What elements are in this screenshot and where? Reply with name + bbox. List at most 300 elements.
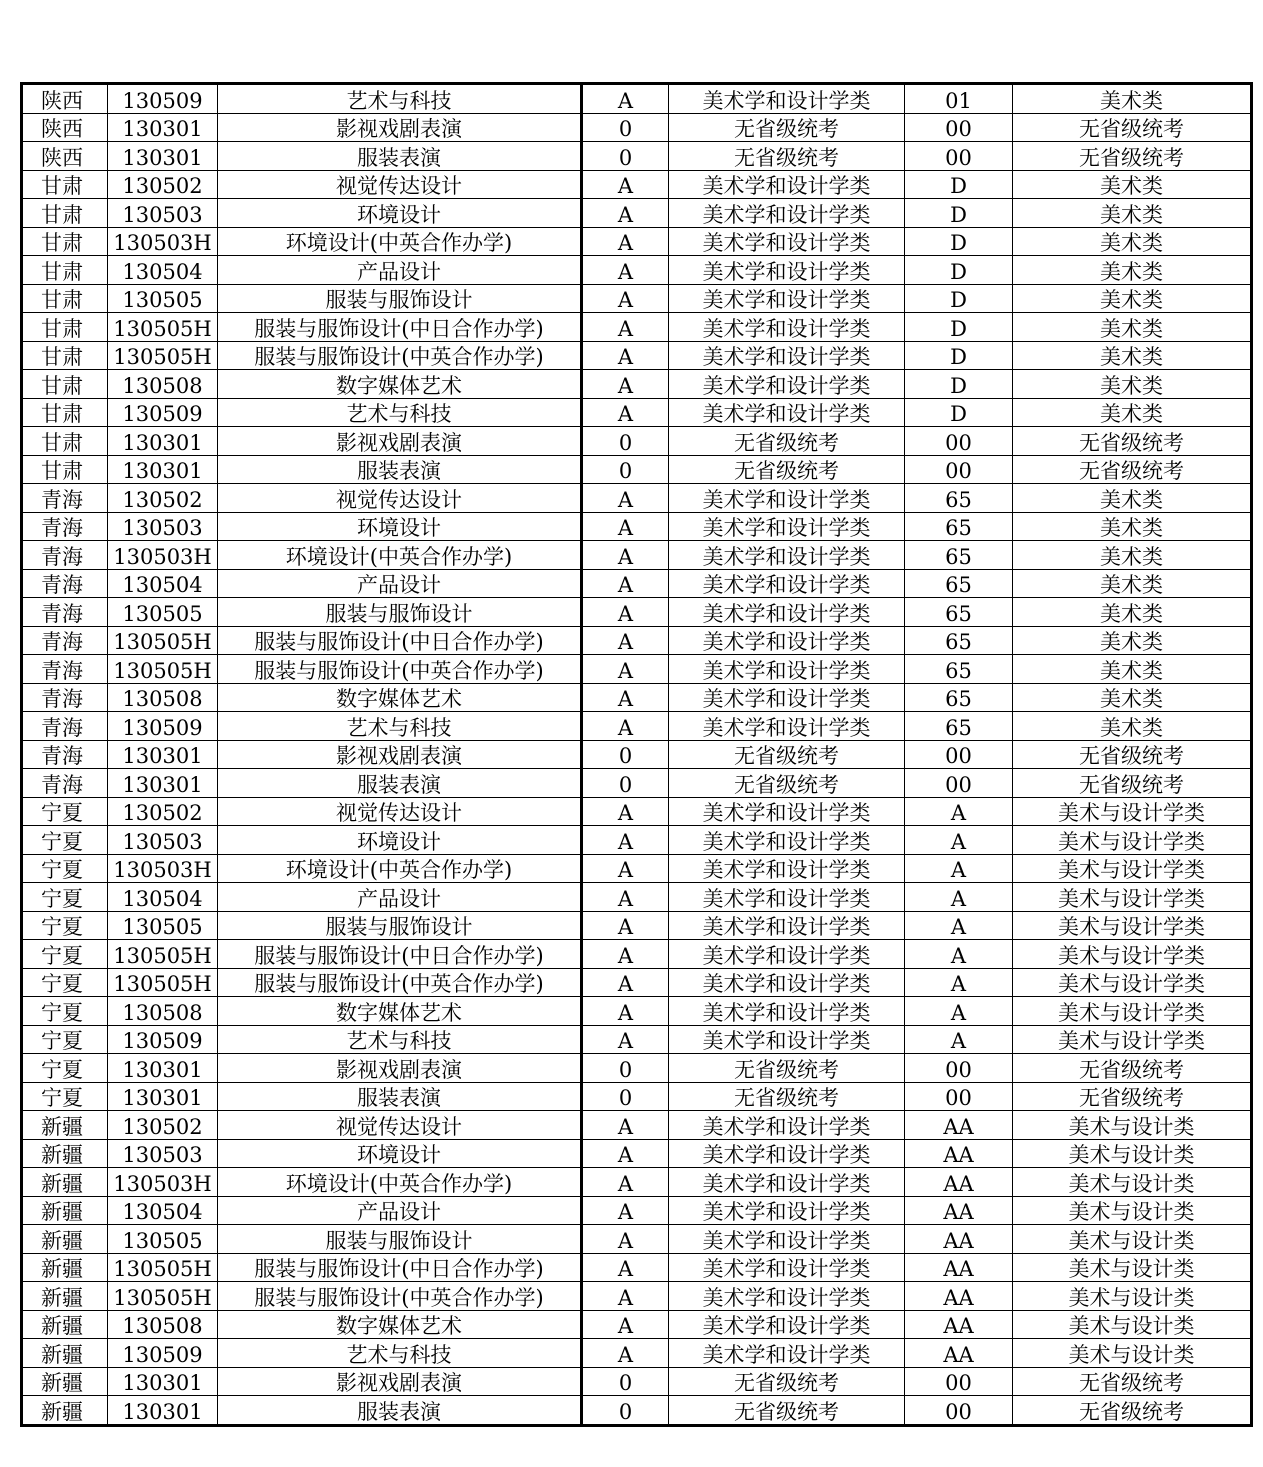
subject-code-cell: A [582,341,669,370]
province-cell: 青海 [22,740,108,769]
subject-code-cell: A [582,313,669,342]
exam-code-cell: D [905,284,1013,313]
table-row [22,199,1252,228]
exam-category-cell: 美术类 [1013,284,1252,313]
province-cell: 新疆 [22,1367,108,1396]
exam-code-cell: D [905,256,1013,285]
major-name-cell: 数字媒体艺术 [218,997,582,1026]
province-cell: 甘肃 [22,170,108,199]
province-cell: 甘肃 [22,284,108,313]
province-cell: 甘肃 [22,427,108,456]
exam-code-cell: A [905,1025,1013,1054]
table-row [22,84,1252,114]
exam-category-cell: 美术类 [1013,370,1252,399]
major-name-cell: 影视戏剧表演 [218,427,582,456]
table-row [22,569,1252,598]
major-name-cell: 服装表演 [218,1396,582,1426]
exam-category-cell: 美术类 [1013,170,1252,199]
table-row [22,341,1252,370]
major-code-cell: 130301 [108,1082,218,1111]
major-code-cell: 130505H [108,313,218,342]
major-name-cell: 影视戏剧表演 [218,740,582,769]
subject-code-cell: A [582,997,669,1026]
subject-category-cell: 美术学和设计学类 [669,569,905,598]
province-cell: 青海 [22,769,108,798]
exam-code-cell: D [905,398,1013,427]
province-cell: 甘肃 [22,199,108,228]
major-name-cell: 视觉传达设计 [218,484,582,513]
province-cell: 宁夏 [22,997,108,1026]
exam-category-cell: 美术与设计学类 [1013,826,1252,855]
exam-category-cell: 美术类 [1013,199,1252,228]
exam-category-cell: 无省级统考 [1013,1396,1252,1426]
subject-code-cell: 0 [582,1396,669,1426]
exam-category-cell: 美术与设计学类 [1013,968,1252,997]
subject-category-cell: 美术学和设计学类 [669,284,905,313]
exam-code-cell: D [905,370,1013,399]
exam-category-cell: 美术类 [1013,569,1252,598]
major-name-cell: 服装表演 [218,1082,582,1111]
exam-category-cell: 美术类 [1013,313,1252,342]
subject-category-cell: 无省级统考 [669,1054,905,1083]
subject-code-cell: A [582,1282,669,1311]
subject-category-cell: 无省级统考 [669,1396,905,1426]
exam-category-cell: 无省级统考 [1013,1082,1252,1111]
subject-code-cell: A [582,883,669,912]
exam-category-cell: 美术与设计学类 [1013,854,1252,883]
exam-category-cell: 美术与设计学类 [1013,911,1252,940]
subject-code-cell: A [582,854,669,883]
subject-category-cell: 美术学和设计学类 [669,598,905,627]
province-cell: 青海 [22,512,108,541]
subject-code-cell: A [582,655,669,684]
exam-code-cell: 00 [905,142,1013,171]
exam-code-cell: 00 [905,1367,1013,1396]
subject-code-cell: 0 [582,769,669,798]
subject-category-cell: 美术学和设计学类 [669,398,905,427]
major-name-cell: 视觉传达设计 [218,797,582,826]
table-row [22,1111,1252,1140]
subject-code-cell: 0 [582,1082,669,1111]
exam-code-cell: D [905,199,1013,228]
major-code-cell: 130502 [108,797,218,826]
major-name-cell: 服装与服饰设计 [218,911,582,940]
subject-code-cell: A [582,284,669,313]
province-cell: 新疆 [22,1111,108,1140]
table-row [22,626,1252,655]
province-cell: 宁夏 [22,797,108,826]
major-code-cell: 130301 [108,113,218,142]
subject-code-cell: A [582,1196,669,1225]
major-code-cell: 130301 [108,427,218,456]
subject-category-cell: 美术学和设计学类 [669,1310,905,1339]
major-code-cell: 130508 [108,683,218,712]
major-code-cell: 130503 [108,199,218,228]
exam-code-cell: A [905,797,1013,826]
major-name-cell: 艺术与科技 [218,398,582,427]
subject-code-cell: A [582,1111,669,1140]
subject-category-cell: 无省级统考 [669,427,905,456]
subject-code-cell: A [582,683,669,712]
subject-code-cell: 0 [582,455,669,484]
major-code-cell: 130301 [108,1054,218,1083]
exam-category-cell: 美术与设计类 [1013,1111,1252,1140]
exam-code-cell: A [905,883,1013,912]
major-name-cell: 环境设计(中英合作办学) [218,227,582,256]
table-row [22,427,1252,456]
province-cell: 宁夏 [22,883,108,912]
major-name-cell: 环境设计 [218,826,582,855]
table-row [22,968,1252,997]
subject-category-cell: 美术学和设计学类 [669,313,905,342]
subject-category-cell: 美术学和设计学类 [669,797,905,826]
exam-code-cell: A [905,968,1013,997]
exam-code-cell: A [905,911,1013,940]
table-row [22,1396,1252,1426]
table-row [22,455,1252,484]
exam-category-cell: 美术类 [1013,341,1252,370]
exam-code-cell: 65 [905,712,1013,741]
province-cell: 甘肃 [22,341,108,370]
exam-code-cell: AA [905,1225,1013,1254]
exam-code-cell: A [905,854,1013,883]
major-name-cell: 艺术与科技 [218,84,582,114]
table-row [22,256,1252,285]
major-code-cell: 130509 [108,712,218,741]
subject-category-cell: 美术学和设计学类 [669,1025,905,1054]
exam-code-cell: 65 [905,626,1013,655]
subject-category-cell: 美术学和设计学类 [669,1168,905,1197]
province-cell: 新疆 [22,1225,108,1254]
subject-category-cell: 美术学和设计学类 [669,1225,905,1254]
major-name-cell: 服装表演 [218,142,582,171]
subject-category-cell: 美术学和设计学类 [669,1253,905,1282]
exam-category-cell: 美术与设计学类 [1013,797,1252,826]
table-row [22,797,1252,826]
exam-category-cell: 美术与设计类 [1013,1196,1252,1225]
major-code-cell: 130505H [108,940,218,969]
exam-code-cell: A [905,940,1013,969]
exam-category-cell: 美术与设计类 [1013,1139,1252,1168]
major-code-cell: 130505 [108,598,218,627]
table-row [22,1139,1252,1168]
province-cell: 青海 [22,712,108,741]
exam-code-cell: 65 [905,683,1013,712]
exam-code-cell: 65 [905,512,1013,541]
subject-code-cell: A [582,370,669,399]
exam-code-cell: A [905,997,1013,1026]
subject-code-cell: A [582,1168,669,1197]
exam-code-cell: 00 [905,113,1013,142]
major-code-cell: 130509 [108,1339,218,1368]
province-cell: 宁夏 [22,940,108,969]
province-cell: 青海 [22,484,108,513]
exam-code-cell: 65 [905,598,1013,627]
major-code-cell: 130503H [108,1168,218,1197]
exam-category-cell: 美术与设计学类 [1013,883,1252,912]
exam-category-cell: 美术与设计类 [1013,1253,1252,1282]
table-row [22,826,1252,855]
subject-code-cell: A [582,1139,669,1168]
exam-category-cell: 无省级统考 [1013,740,1252,769]
table-row [22,1310,1252,1339]
exam-code-cell: AA [905,1282,1013,1311]
exam-category-cell: 无省级统考 [1013,427,1252,456]
subject-code-cell: A [582,1025,669,1054]
major-name-cell: 服装与服饰设计(中英合作办学) [218,968,582,997]
province-cell: 青海 [22,626,108,655]
subject-category-cell: 美术学和设计学类 [669,370,905,399]
subject-category-cell: 无省级统考 [669,1367,905,1396]
major-code-cell: 130503H [108,227,218,256]
table-row [22,1082,1252,1111]
exam-category-cell: 无省级统考 [1013,1054,1252,1083]
exam-code-cell: 00 [905,1082,1013,1111]
subject-code-cell: 0 [582,142,669,171]
exam-category-cell: 美术与设计类 [1013,1168,1252,1197]
subject-category-cell: 美术学和设计学类 [669,712,905,741]
subject-category-cell: 无省级统考 [669,1082,905,1111]
exam-code-cell: A [905,826,1013,855]
subject-code-cell: A [582,84,669,114]
province-cell: 宁夏 [22,1054,108,1083]
major-code-cell: 130508 [108,370,218,399]
exam-category-cell: 美术类 [1013,626,1252,655]
province-cell: 新疆 [22,1339,108,1368]
subject-code-cell: A [582,512,669,541]
subject-code-cell: A [582,541,669,570]
major-code-cell: 130508 [108,1310,218,1339]
subject-category-cell: 无省级统考 [669,740,905,769]
major-name-cell: 产品设计 [218,569,582,598]
exam-code-cell: AA [905,1111,1013,1140]
subject-code-cell: A [582,626,669,655]
subject-category-cell: 美术学和设计学类 [669,854,905,883]
exam-code-cell: 65 [905,484,1013,513]
major-name-cell: 艺术与科技 [218,1025,582,1054]
province-cell: 新疆 [22,1196,108,1225]
subject-code-cell: A [582,826,669,855]
exam-category-cell: 美术类 [1013,598,1252,627]
major-code-cell: 130505H [108,1253,218,1282]
major-code-cell: 130502 [108,170,218,199]
subject-code-cell: A [582,199,669,228]
major-name-cell: 服装与服饰设计(中英合作办学) [218,1282,582,1311]
exam-category-cell: 美术与设计学类 [1013,940,1252,969]
province-cell: 甘肃 [22,398,108,427]
major-code-cell: 130504 [108,883,218,912]
table-row [22,997,1252,1026]
major-code-cell: 130505H [108,655,218,684]
province-cell: 宁夏 [22,854,108,883]
table-row [22,370,1252,399]
major-name-cell: 服装表演 [218,455,582,484]
major-name-cell: 环境设计 [218,1139,582,1168]
subject-code-cell: A [582,598,669,627]
major-code-cell: 130505H [108,626,218,655]
table-row [22,712,1252,741]
subject-code-cell: 0 [582,113,669,142]
subject-code-cell: A [582,1253,669,1282]
major-code-cell: 130503H [108,854,218,883]
province-cell: 青海 [22,541,108,570]
subject-category-cell: 美术学和设计学类 [669,1282,905,1311]
table-row [22,655,1252,684]
major-name-cell: 服装与服饰设计(中日合作办学) [218,626,582,655]
province-cell: 甘肃 [22,370,108,399]
exam-category-cell: 美术类 [1013,84,1252,114]
province-cell: 甘肃 [22,256,108,285]
exam-category-cell: 美术类 [1013,683,1252,712]
subject-code-cell: A [582,940,669,969]
exam-category-cell: 美术与设计学类 [1013,1025,1252,1054]
exam-code-cell: 00 [905,455,1013,484]
major-name-cell: 产品设计 [218,883,582,912]
subject-category-cell: 美术学和设计学类 [669,199,905,228]
province-cell: 新疆 [22,1396,108,1426]
table-row [22,683,1252,712]
exam-category-cell: 美术与设计类 [1013,1339,1252,1368]
subject-category-cell: 美术学和设计学类 [669,512,905,541]
major-code-cell: 130509 [108,398,218,427]
subject-category-cell: 美术学和设计学类 [669,826,905,855]
province-cell: 陕西 [22,113,108,142]
province-cell: 宁夏 [22,826,108,855]
major-name-cell: 数字媒体艺术 [218,1310,582,1339]
exam-code-cell: AA [905,1310,1013,1339]
exam-code-cell: AA [905,1139,1013,1168]
subject-category-cell: 美术学和设计学类 [669,1339,905,1368]
exam-category-cell: 美术与设计类 [1013,1310,1252,1339]
table-row [22,113,1252,142]
exam-category-cell: 美术与设计类 [1013,1225,1252,1254]
major-name-cell: 产品设计 [218,1196,582,1225]
major-code-cell: 130502 [108,1111,218,1140]
exam-category-cell: 美术类 [1013,256,1252,285]
major-name-cell: 艺术与科技 [218,712,582,741]
table-row [22,541,1252,570]
exam-category-cell: 美术类 [1013,712,1252,741]
major-code-cell: 130505H [108,968,218,997]
subject-category-cell: 美术学和设计学类 [669,655,905,684]
exam-category-cell: 无省级统考 [1013,113,1252,142]
province-cell: 新疆 [22,1282,108,1311]
table-row [22,911,1252,940]
major-code-cell: 130301 [108,455,218,484]
subject-category-cell: 美术学和设计学类 [669,940,905,969]
major-code-cell: 130504 [108,256,218,285]
table-row [22,1253,1252,1282]
table-row [22,170,1252,199]
major-code-cell: 130505H [108,1282,218,1311]
exam-category-cell: 美术与设计类 [1013,1282,1252,1311]
major-name-cell: 环境设计(中英合作办学) [218,541,582,570]
exam-code-cell: 00 [905,740,1013,769]
exam-code-cell: AA [905,1253,1013,1282]
table-row [22,398,1252,427]
table-row [22,1367,1252,1396]
major-code-cell: 130301 [108,142,218,171]
table-row [22,512,1252,541]
exam-category-cell: 无省级统考 [1013,142,1252,171]
subject-code-cell: A [582,256,669,285]
major-code-cell: 130503 [108,1139,218,1168]
exam-category-cell: 美术与设计学类 [1013,997,1252,1026]
exam-code-cell: 65 [905,569,1013,598]
province-cell: 宁夏 [22,1082,108,1111]
subject-category-cell: 美术学和设计学类 [669,256,905,285]
exam-code-cell: AA [905,1339,1013,1368]
table-row [22,142,1252,171]
major-name-cell: 艺术与科技 [218,1339,582,1368]
exam-category-cell: 美术类 [1013,655,1252,684]
subject-category-cell: 美术学和设计学类 [669,883,905,912]
table-row [22,284,1252,313]
exam-code-cell: 01 [905,84,1013,114]
exam-code-cell: 00 [905,1054,1013,1083]
major-code-cell: 130301 [108,1367,218,1396]
subject-category-cell: 美术学和设计学类 [669,1111,905,1140]
subject-code-cell: A [582,968,669,997]
subject-code-cell: A [582,484,669,513]
exam-code-cell: 65 [905,541,1013,570]
exam-code-cell: AA [905,1168,1013,1197]
major-code-cell: 130505H [108,341,218,370]
major-name-cell: 视觉传达设计 [218,170,582,199]
admissions-table [20,82,1253,1427]
subject-category-cell: 无省级统考 [669,113,905,142]
major-code-cell: 130505 [108,911,218,940]
major-name-cell: 环境设计 [218,199,582,228]
table-row [22,883,1252,912]
major-name-cell: 服装与服饰设计(中日合作办学) [218,1253,582,1282]
province-cell: 青海 [22,655,108,684]
province-cell: 青海 [22,569,108,598]
province-cell: 陕西 [22,84,108,114]
major-name-cell: 服装与服饰设计 [218,598,582,627]
province-cell: 甘肃 [22,455,108,484]
exam-category-cell: 无省级统考 [1013,455,1252,484]
major-code-cell: 130509 [108,1025,218,1054]
exam-category-cell: 美术类 [1013,484,1252,513]
exam-code-cell: D [905,170,1013,199]
major-code-cell: 130504 [108,569,218,598]
major-name-cell: 服装与服饰设计(中日合作办学) [218,313,582,342]
major-code-cell: 130502 [108,484,218,513]
major-name-cell: 数字媒体艺术 [218,370,582,399]
major-name-cell: 环境设计 [218,512,582,541]
major-name-cell: 服装与服饰设计(中日合作办学) [218,940,582,969]
exam-code-cell: 65 [905,655,1013,684]
subject-category-cell: 美术学和设计学类 [669,968,905,997]
major-name-cell: 影视戏剧表演 [218,1054,582,1083]
subject-category-cell: 美术学和设计学类 [669,997,905,1026]
major-name-cell: 环境设计(中英合作办学) [218,1168,582,1197]
subject-code-cell: A [582,1310,669,1339]
exam-category-cell: 无省级统考 [1013,769,1252,798]
major-code-cell: 130503 [108,512,218,541]
table-row [22,598,1252,627]
province-cell: 甘肃 [22,313,108,342]
province-cell: 宁夏 [22,968,108,997]
table-row [22,313,1252,342]
subject-category-cell: 美术学和设计学类 [669,911,905,940]
major-name-cell: 服装表演 [218,769,582,798]
subject-code-cell: A [582,569,669,598]
exam-category-cell: 美术类 [1013,227,1252,256]
subject-code-cell: A [582,797,669,826]
exam-code-cell: D [905,227,1013,256]
